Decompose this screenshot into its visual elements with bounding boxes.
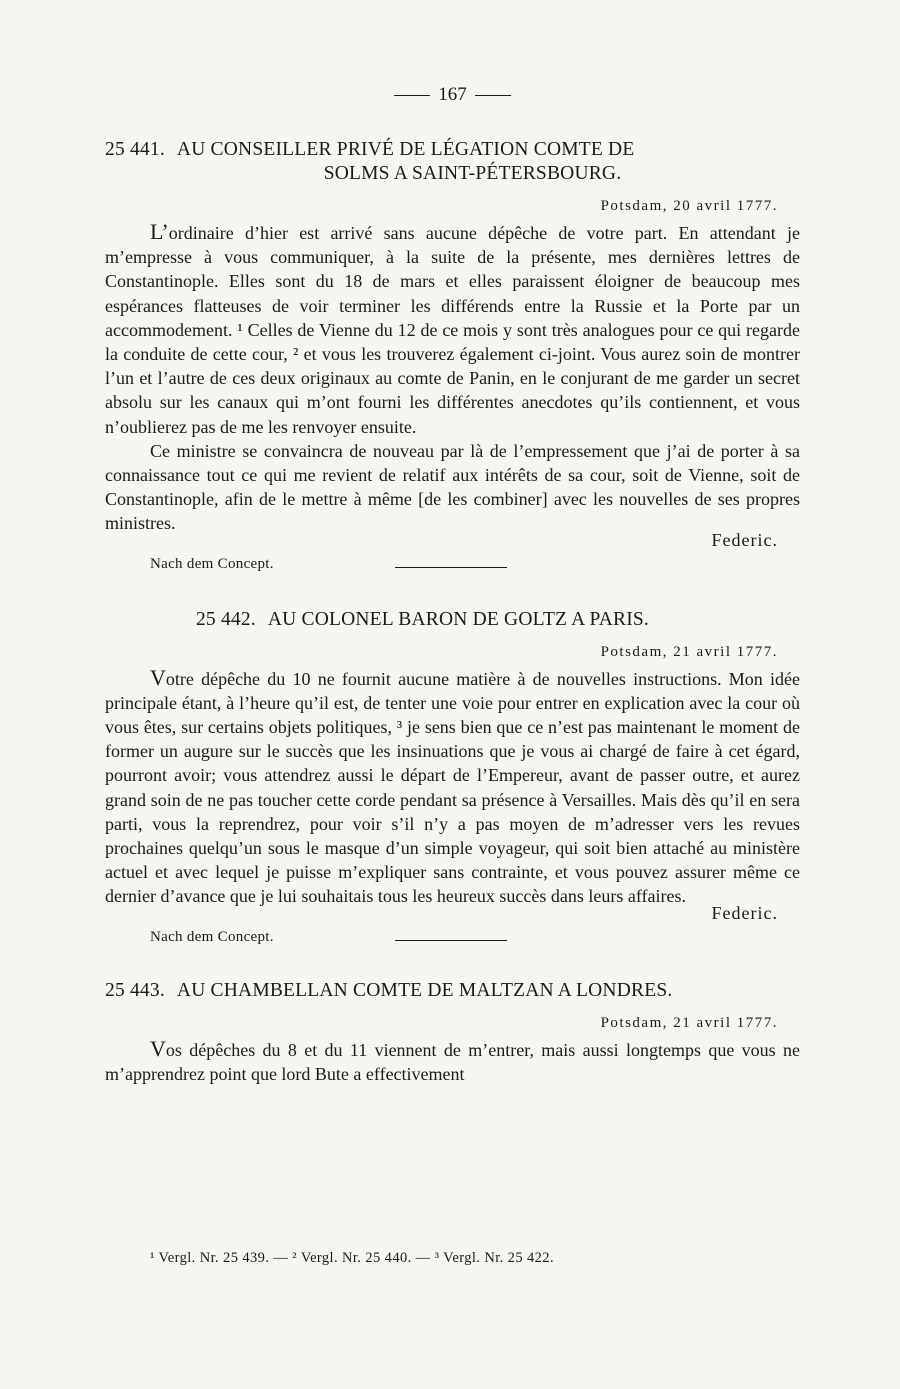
letter-number: 25 442. <box>195 608 256 630</box>
letter-body <box>105 1037 800 1086</box>
page-number-dash-right <box>475 95 511 96</box>
letter-heading-line1: AU CHAMBELLAN COMTE DE MALTZAN A LONDRES. <box>176 979 673 1001</box>
footnotes: ¹ Vergl. Nr. 25 439. — ² Vergl. Nr. 25 440. — ³ Vergl. Nr. 25 422. <box>150 1250 554 1266</box>
letter-heading-line2: SOLMS A SAINT-PÉTERSBOURG. <box>323 163 622 184</box>
letter-signature: Federic. <box>711 902 778 923</box>
source-note: Nach dem Concept. <box>150 929 274 946</box>
letter-body <box>105 666 800 909</box>
letter-heading-line1: AU COLONEL BARON DE GOLTZ A PARIS. <box>267 608 650 630</box>
source-note: Nach dem Concept. <box>150 556 274 573</box>
source-row <box>105 554 800 576</box>
letter-paragraph: L’ordinaire d’hier est arrivé sans aucune dépêche de votre part. En attendant je m’empresse à vous communiquer, à la suite de la présente, mes dernières lettres de Constantinople. Elles sont du 18 de mars et elles paraissent éloigner de beaucoup mes espérances flatteuses de voir terminer les différends entre la Russie et la Porte par un accommodement. ¹ Celles de Vienne du 12 de ce mois y sont très analogues pour ce qui regarde la conduite de cette cour, ² et vous les trouverez également ci-joint. Vous aurez soin de montrer l’un et l’autre de ces deux originaux au comte de Panin, en le conjurant de me garder un secret absolu sur les canaux qui m’ont fourni les différentes anecdotes qu’ils contiennent, et vous n’oublierez pas de me les renvoyer ensuite. <box>105 219 800 437</box>
letter-dateline: Potsdam, 20 avril 1777. <box>600 198 778 214</box>
letter-heading <box>105 138 800 186</box>
source-row <box>105 927 800 949</box>
letter-signature: Federic. <box>711 529 778 550</box>
letter-heading <box>105 608 800 632</box>
page-number-dash-left <box>394 95 430 96</box>
letter-paragraph: Vos dépêches du 8 et du 11 viennent de m’entrer, mais aussi longtemps que vous ne m’apprendrez point que lord Bute a effectivement <box>105 1035 800 1084</box>
page-number: 167 <box>438 84 467 105</box>
letter-number: 25 441. <box>105 139 165 160</box>
letter-body <box>105 220 800 536</box>
page <box>105 82 800 1086</box>
section-divider <box>395 567 507 568</box>
section-divider <box>395 940 507 941</box>
letter-paragraph: Votre dépêche du 10 ne fournit aucune matière à de nouvelles instructions. Mon idée principale étant, à l’heure qu’il est, de tenter une voie pour entrer en explication avec la cour où vous êtes, sur certains objets politiques, ³ je sens bien que ce n’est pas maintenant le moment de former un augure sur le succès que les insinuations que je vous ai chargé de faire à cet égard, pourront avoir; vous attendrez aussi le départ de l’Empereur, avant de passer outre, et aurez grand soin de ne pas toucher cette corde pendant sa présence à Versailles. Mais dès qu’il en sera parti, vous la reprendrez, pour voir s’il n’y a pas moyen de m’adresser vers les revues prochaines quelqu’un sous le masque d’un simple voyageur, qui soit bien attaché au ministère actuel et avec lequel je puisse m’expliquer sans contrainte, et vous pouvez assurer même ce dernier d’avance que je lui souhaitais tous les heureux succès dans leurs affaires. <box>105 664 800 907</box>
letter-dateline: Potsdam, 21 avril 1777. <box>600 643 778 660</box>
letter-heading-line1: AU CONSEILLER PRIVÉ DE LÉGATION COMTE DE <box>176 139 635 160</box>
letter-number: 25 443. <box>105 979 165 1001</box>
letter-paragraph: Ce ministre se convaincra de nouveau par là de l’empressement que j’ai de porter à sa connaissance tout ce qui me revient de relatif aux intérêts de sa cour, soit de Vienne, soit de Constantinople, afin de le mettre à même [de les combiner] avec les nouvelles de ses propres ministres. <box>105 440 800 534</box>
letter-heading <box>105 979 800 1003</box>
page-number-row <box>105 82 800 108</box>
letter-dateline: Potsdam, 21 avril 1777. <box>600 1014 778 1031</box>
